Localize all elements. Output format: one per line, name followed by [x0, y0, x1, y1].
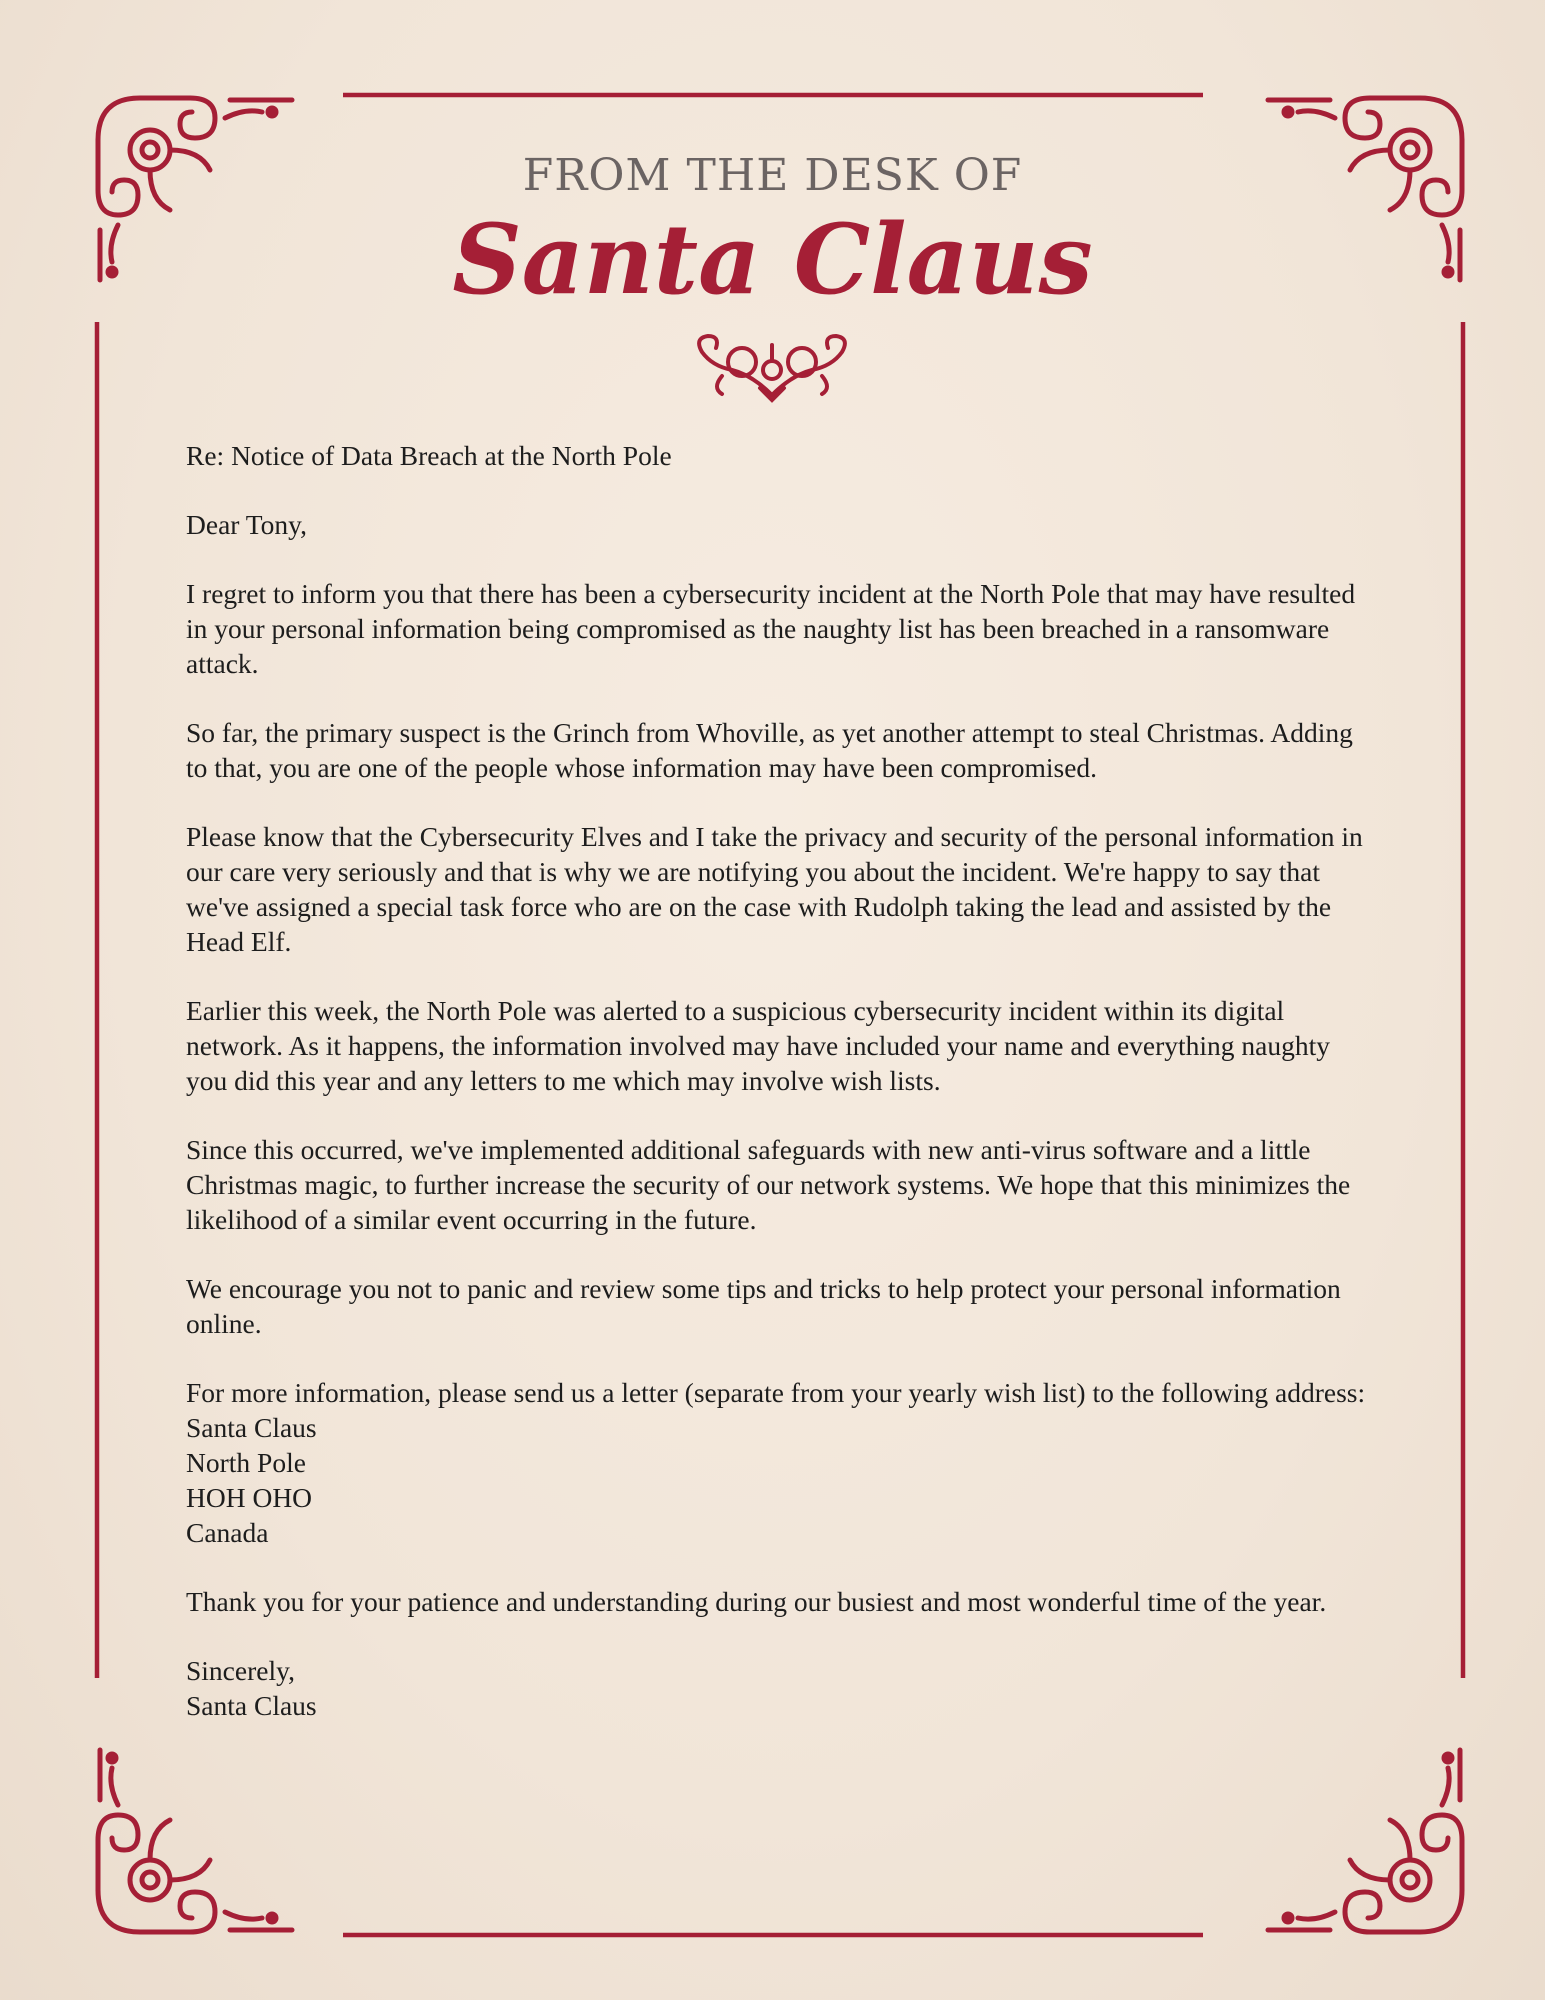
- header-pretitle: FROM THE DESK OF: [522, 150, 1023, 201]
- letter-paragraph: Please know that the Cybersecurity Elves and I take the privacy and security of the personal information in our care very seriously and that is why we are notifying you about the incident. We're happy to say that we've assigned a special task force who are on the case with Rudolph taking the lead and assisted by the Head Elf.: [186, 821, 1363, 957]
- corner-flourish-icon: [1268, 1750, 1462, 1932]
- letter-body: [186, 438, 1376, 1723]
- address-line: HOH OHO: [186, 1482, 313, 1513]
- center-flourish-icon: [699, 336, 845, 400]
- letter-salutation: Dear Tony,: [186, 509, 308, 540]
- address-line: Canada: [186, 1517, 269, 1548]
- address-line: Santa Claus: [186, 1412, 317, 1443]
- letter-signature: Santa Claus: [186, 1690, 317, 1721]
- letter-signoff: Sincerely,: [186, 1655, 295, 1686]
- letter-paragraph: We encourage you not to panic and review some tips and tricks to help protect your personal information online.: [186, 1273, 1341, 1339]
- corner-flourish-icon: [98, 1750, 292, 1932]
- letter-closing-paragraph: Thank you for your patience and understanding during our busiest and most wonderful time of the year.: [186, 1586, 1327, 1617]
- letter-paragraph: For more information, please send us a letter (separate from your yearly wish list) to the following address:: [186, 1377, 1366, 1408]
- address-line: North Pole: [186, 1447, 306, 1478]
- letter-subject: Re: Notice of Data Breach at the North Pole: [186, 440, 672, 471]
- mailing-address: [186, 1410, 1376, 1550]
- header-name: Santa Claus: [452, 203, 1093, 316]
- letter-paragraph: Since this occurred, we've implemented additional safeguards with new anti-virus software and a little Christmas magic, to further increase the security of our network systems. We hope that this minimizes the likelihood of a similar event occurring in the future.: [186, 1134, 1351, 1235]
- letter-paragraph: So far, the primary suspect is the Grinch from Whoville, as yet another attempt to steal Christmas. Adding to that, you are one of the people whose information may have been compromised.: [186, 717, 1353, 783]
- letter-paragraph: Earlier this week, the North Pole was alerted to a suspicious cybersecurity incident within its digital network. As it happens, the information involved may have included your name and everything naughty you did this year and any letters to me which may involve wish lists.: [186, 995, 1331, 1096]
- letter-paragraph: I regret to inform you that there has been a cybersecurity incident at the North Pole that may have resulted in your personal information being compromised as the naughty list has been breached in a ransomware attack.: [186, 578, 1356, 679]
